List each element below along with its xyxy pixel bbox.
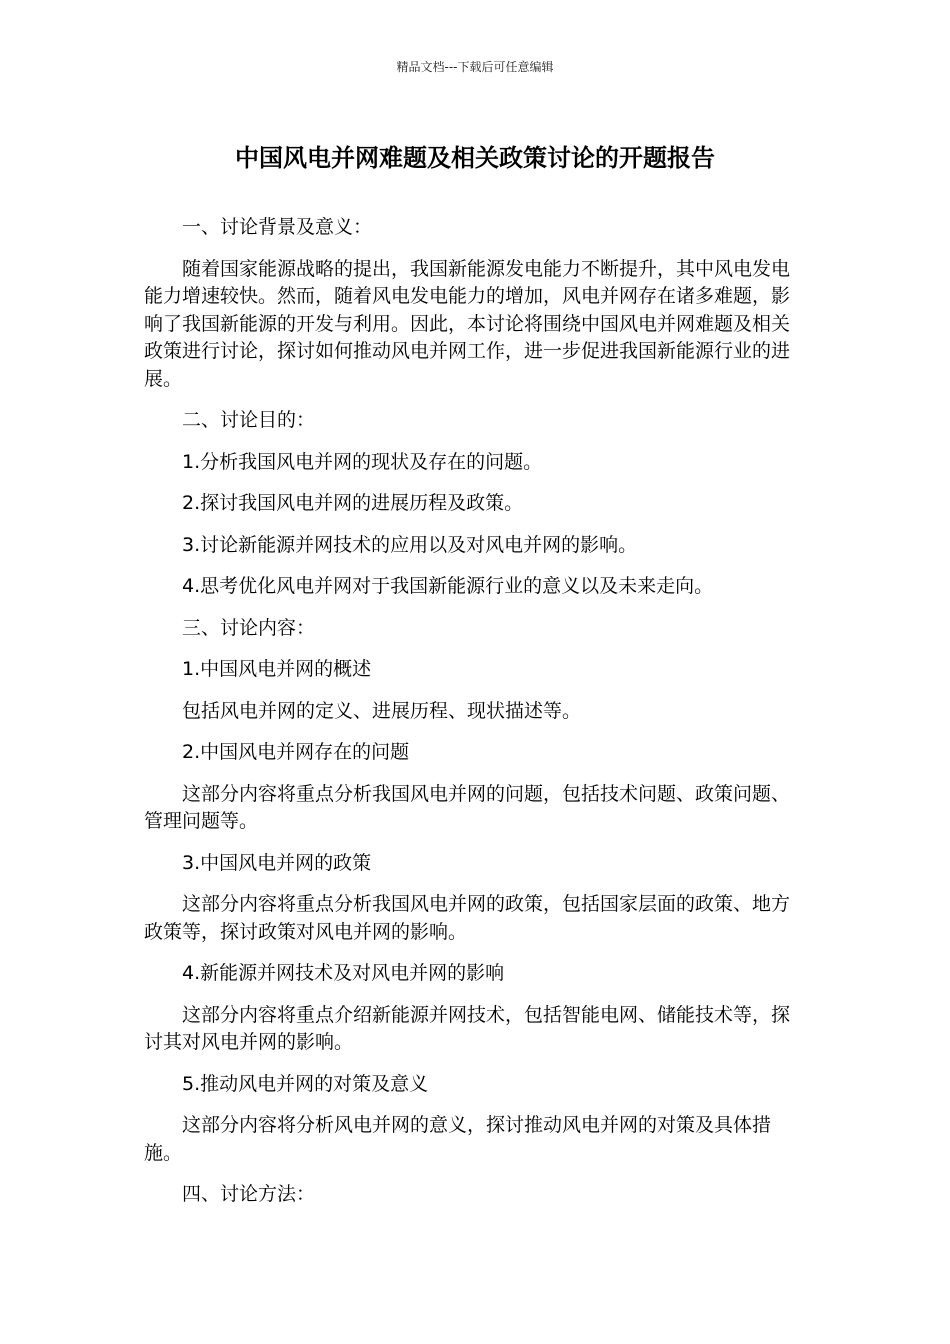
paragraph-background: 随着国家能源战略的提出，我国新能源发电能力不断提升，其中风电发电能力增速较快。然而，随着风电发电能力的增加，风电并网存在诸多难题，影响了我国新能源的开发与利用。因此，本讨论将围绕中国风电并网难题及相关政策进行讨论，探讨如何推动风电并网工作，进一步促进我国新能源行业的进展。	[144, 257, 791, 390]
objective-item-4: 4.思考优化风电并网对于我国新能源行业的意义以及未来走向。	[182, 575, 714, 597]
objective-item-2: 2.探讨我国风电并网的进展历程及政策。	[182, 492, 524, 514]
objective-item-1: 1.分析我国风电并网的现状及存在的问题。	[182, 450, 543, 473]
content-subheading-5: 5.推动风电并网的对策及意义	[182, 1072, 429, 1095]
content-subheading-2: 2.中国风电并网存在的问题	[182, 741, 410, 763]
content-paragraph-3: 这部分内容将重点分析我国风电并网的政策，包括国家层面的政策、地方政策等，探讨政策对风电并网的影响。	[144, 893, 791, 943]
content-paragraph-2: 这部分内容将重点分析我国风电并网的问题，包括技术问题、政策问题、管理问题等。	[144, 782, 791, 832]
content-paragraph-5: 这部分内容将分析风电并网的意义，探讨推动风电并网的对策及具体措施。	[144, 1114, 772, 1164]
content-paragraph-4: 这部分内容将重点介绍新能源并网技术，包括智能电网、储能技术等，探讨其对风电并网的影响。	[144, 1003, 791, 1053]
content-subheading-3: 3.中国风电并网的政策	[182, 851, 372, 874]
document-title: 中国风电并网难题及相关政策讨论的开题报告	[235, 144, 715, 172]
section-heading-background: 一、讨论背景及意义：	[182, 216, 373, 238]
section-heading-content: 三、讨论内容：	[182, 616, 316, 639]
content-paragraph-1: 包括风电并网的定义、进展历程、现状描述等。	[182, 699, 582, 722]
objective-item-3: 3.讨论新能源并网技术的应用以及对风电并网的影响。	[182, 533, 638, 556]
page-header: 精品文档---下载后可任意编辑	[396, 60, 554, 74]
section-heading-methods: 四、讨论方法：	[182, 1183, 316, 1205]
document-body	[144, 214, 804, 1223]
content-subheading-4: 4.新能源并网技术及对风电并网的影响	[182, 962, 505, 984]
content-subheading-1: 1.中国风电并网的概述	[182, 658, 372, 680]
section-heading-objectives: 二、讨论目的：	[182, 409, 316, 431]
